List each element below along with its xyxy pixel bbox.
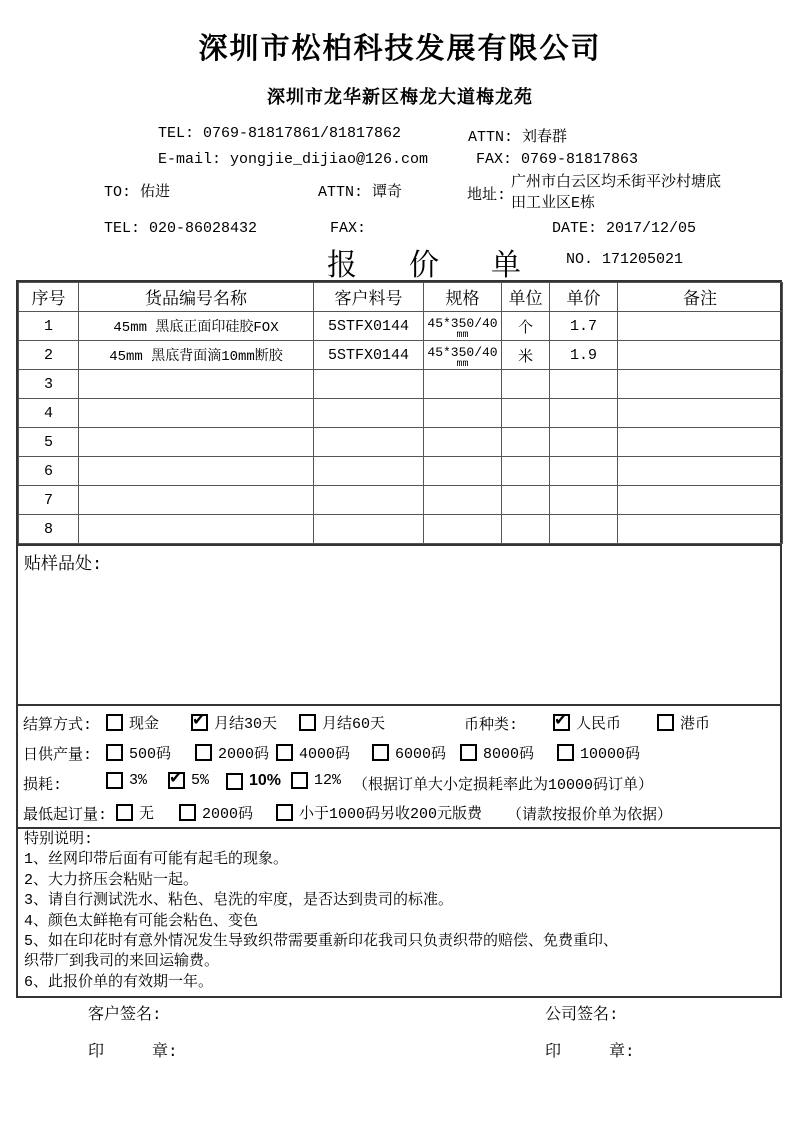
payment-method-label: 结算方式: bbox=[23, 717, 93, 734]
checkbox-icon[interactable] bbox=[106, 714, 123, 731]
checkbox-label: 港币 bbox=[680, 716, 711, 733]
table-row bbox=[19, 312, 783, 341]
cell-spec bbox=[424, 457, 502, 486]
cell-remark bbox=[618, 428, 783, 457]
checkbox-label: 6000码 bbox=[395, 746, 447, 763]
checkbox-option-hkd[interactable] bbox=[657, 712, 710, 733]
cell-spec bbox=[424, 428, 502, 457]
company-signature-label: 公司签名: bbox=[545, 1006, 619, 1024]
cell-spec: 45*350/40 mm bbox=[424, 341, 502, 370]
special-note-line: 3、请自行测试洗水、粘色、皂洗的牢度，是否达到贵司的标准。 bbox=[24, 892, 454, 910]
quote-date: DATE: 2017/12/05 bbox=[552, 220, 697, 237]
special-note-line: 1、丝网印带后面有可能有起毛的现象。 bbox=[24, 851, 289, 869]
checkbox-icon[interactable] bbox=[557, 744, 574, 761]
checkbox-label: 4000码 bbox=[299, 746, 351, 763]
cell-spec: 45*350/40 mm bbox=[424, 312, 502, 341]
header-item-name: 货品编号名称 bbox=[79, 283, 314, 312]
quotation-sheet bbox=[16, 280, 782, 998]
table-row bbox=[19, 457, 783, 486]
cell-item-name: 45mm 黑底背面滴10mm断胶 bbox=[79, 341, 314, 370]
cell-customer-pn bbox=[314, 428, 424, 457]
cell-spec bbox=[424, 515, 502, 544]
payment-method-row bbox=[18, 708, 780, 737]
company-address: 深圳市龙华新区梅龙大道梅龙苑 bbox=[267, 89, 533, 109]
checkbox-label: 人民币 bbox=[576, 716, 622, 733]
supplier-fax: FAX: 0769-81817863 bbox=[476, 151, 639, 168]
cell-customer-pn: 5STFX0144 bbox=[314, 312, 424, 341]
cell-spec bbox=[424, 486, 502, 515]
cell-unit bbox=[502, 399, 550, 428]
header-spec: 规格 bbox=[424, 283, 502, 312]
cell-unit-price bbox=[550, 428, 618, 457]
cell-remark bbox=[618, 341, 783, 370]
checkbox-option-none[interactable] bbox=[116, 802, 154, 823]
cell-seq: 8 bbox=[19, 515, 79, 544]
header-remark: 备注 bbox=[618, 283, 783, 312]
cell-seq: 3 bbox=[19, 370, 79, 399]
checkbox-label: 5% bbox=[191, 772, 210, 789]
header-customer-pn: 客户料号 bbox=[314, 283, 424, 312]
checkbox-option-6000yd[interactable] bbox=[372, 742, 446, 763]
daily-output-label: 日供产量: bbox=[23, 747, 93, 764]
checkbox-label: 10% bbox=[249, 772, 282, 789]
checkbox-label: 月结60天 bbox=[322, 716, 386, 733]
cell-customer-pn: 5STFX0144 bbox=[314, 341, 424, 370]
customer-seal-label: 印 章: bbox=[88, 1043, 178, 1061]
loss-rate-label: 损耗: bbox=[23, 777, 63, 794]
checkbox-option-net30[interactable] bbox=[191, 712, 277, 733]
customer-tel: TEL: 020-86028432 bbox=[104, 220, 258, 237]
checkbox-icon[interactable] bbox=[106, 744, 123, 761]
cell-seq: 4 bbox=[19, 399, 79, 428]
cell-unit-price bbox=[550, 399, 618, 428]
cell-item-name bbox=[79, 399, 314, 428]
cell-remark bbox=[618, 515, 783, 544]
special-note-line: 织带厂到我司的来回运输费。 bbox=[24, 953, 220, 971]
customer-attn: ATTN: 谭奇 bbox=[318, 184, 403, 201]
customer-signature-label: 客户签名: bbox=[88, 1006, 162, 1024]
moq-label: 最低起订量: bbox=[23, 807, 108, 824]
cell-seq: 5 bbox=[19, 428, 79, 457]
checkbox-icon[interactable] bbox=[116, 804, 133, 821]
checkbox-icon[interactable] bbox=[460, 744, 477, 761]
cell-item-name bbox=[79, 515, 314, 544]
checkbox-icon[interactable] bbox=[299, 714, 316, 731]
cell-seq: 2 bbox=[19, 341, 79, 370]
cell-customer-pn bbox=[314, 370, 424, 399]
checkbox-icon[interactable] bbox=[291, 772, 308, 789]
customer-address: 广州市白云区均禾街平沙村塘底田工业区E栋 bbox=[511, 174, 722, 212]
quote-title: 报价单 bbox=[327, 251, 573, 285]
company-seal-label: 印 章: bbox=[545, 1043, 635, 1061]
cell-seq: 1 bbox=[19, 312, 79, 341]
cell-unit bbox=[502, 457, 550, 486]
checkbox-label: 无 bbox=[139, 806, 155, 823]
moq-note: （请款按报价单为依据） bbox=[507, 807, 673, 824]
cell-customer-pn bbox=[314, 515, 424, 544]
customer-address-label: 地址: bbox=[467, 187, 507, 204]
cell-unit-price bbox=[550, 370, 618, 399]
checkbox-label: 月结30天 bbox=[214, 716, 278, 733]
moq-row bbox=[18, 798, 780, 827]
checkbox-icon[interactable] bbox=[276, 744, 293, 761]
customer-to: TO: 佑进 bbox=[104, 184, 171, 201]
checkbox-label: 500码 bbox=[129, 746, 172, 763]
checkbox-option-moq2000[interactable] bbox=[179, 802, 253, 823]
table-row bbox=[19, 486, 783, 515]
supplier-tel: TEL: 0769-81817861/81817862 bbox=[158, 125, 402, 142]
quote-number: NO. 171205021 bbox=[566, 251, 684, 268]
checkbox-icon[interactable] bbox=[372, 744, 389, 761]
cell-spec bbox=[424, 370, 502, 399]
checkbox-option-10pct[interactable] bbox=[226, 772, 281, 790]
checkmark-icon: ✔ bbox=[192, 710, 206, 729]
loss-rate-note: （根据订单大小定损耗率此为10000码订单） bbox=[353, 777, 654, 794]
checkbox-option-8000yd[interactable] bbox=[460, 742, 534, 763]
cell-unit bbox=[502, 370, 550, 399]
cell-unit bbox=[502, 428, 550, 457]
checkbox-label: 12% bbox=[314, 772, 342, 789]
cell-item-name bbox=[79, 370, 314, 399]
cell-spec bbox=[424, 399, 502, 428]
checkbox-label: 现金 bbox=[129, 716, 160, 733]
cell-customer-pn bbox=[314, 457, 424, 486]
supplier-attn: ATTN: 刘春群 bbox=[468, 129, 568, 146]
checkbox-icon[interactable] bbox=[553, 710, 570, 731]
sample-attach-area bbox=[18, 544, 780, 704]
cell-customer-pn bbox=[314, 399, 424, 428]
currency-label: 币种类: bbox=[464, 717, 519, 734]
cell-item-name: 45mm 黑底正面印硅胶FOX bbox=[79, 312, 314, 341]
cell-unit bbox=[502, 486, 550, 515]
cell-seq: 6 bbox=[19, 457, 79, 486]
sample-attach-label: 贴样品处: bbox=[24, 556, 103, 575]
checkbox-label: 3% bbox=[129, 772, 148, 789]
supplier-email: E-mail: yongjie_dijiao@126.com bbox=[158, 151, 429, 168]
cell-remark bbox=[618, 370, 783, 399]
checkbox-icon[interactable] bbox=[657, 714, 674, 731]
cell-unit-price bbox=[550, 515, 618, 544]
checkbox-label: 2000码 bbox=[202, 806, 254, 823]
customer-fax: FAX: bbox=[330, 220, 367, 237]
cell-unit-price: 1.9 bbox=[550, 341, 618, 370]
checkbox-icon[interactable] bbox=[226, 773, 243, 790]
daily-output-row bbox=[18, 738, 780, 767]
cell-customer-pn bbox=[314, 486, 424, 515]
cell-remark bbox=[618, 312, 783, 341]
table-row bbox=[19, 370, 783, 399]
checkbox-option-10000yd[interactable] bbox=[557, 742, 640, 763]
checkbox-icon[interactable] bbox=[191, 710, 208, 731]
checkbox-option-2000yd[interactable] bbox=[195, 742, 269, 763]
cell-unit-price bbox=[550, 457, 618, 486]
checkmark-icon: ✔ bbox=[169, 768, 183, 787]
checkbox-option-under1000[interactable] bbox=[276, 802, 482, 823]
checkbox-label: 2000码 bbox=[218, 746, 270, 763]
table-row bbox=[19, 515, 783, 544]
cell-unit: 个 bbox=[502, 312, 550, 341]
cell-remark bbox=[618, 399, 783, 428]
checkbox-option-cash[interactable] bbox=[106, 712, 159, 733]
table-row bbox=[19, 399, 783, 428]
table-header-row bbox=[19, 283, 783, 312]
loss-rate-row bbox=[18, 768, 780, 797]
header-seq: 序号 bbox=[19, 283, 79, 312]
special-note-line: 5、如在印花时有意外情况发生导致织带需要重新印花我司只负责织带的赔偿、免费重印、 bbox=[24, 933, 619, 951]
checkbox-option-12pct[interactable] bbox=[291, 772, 341, 789]
special-notes-title: 特别说明: bbox=[24, 831, 94, 848]
table-row bbox=[19, 341, 783, 370]
company-name: 深圳市松柏科技发展有限公司 bbox=[198, 34, 602, 67]
items-table bbox=[18, 282, 783, 544]
cell-unit bbox=[502, 515, 550, 544]
checkbox-label: 小于1000码另收200元版费 bbox=[299, 806, 483, 823]
checkbox-label: 10000码 bbox=[580, 746, 641, 763]
cell-unit-price bbox=[550, 486, 618, 515]
cell-unit-price: 1.7 bbox=[550, 312, 618, 341]
checkbox-icon[interactable] bbox=[168, 768, 185, 789]
checkbox-option-4000yd[interactable] bbox=[276, 742, 350, 763]
checkbox-option-5pct[interactable] bbox=[168, 768, 210, 789]
checkbox-option-rmb[interactable] bbox=[553, 712, 621, 733]
cell-remark bbox=[618, 486, 783, 515]
checkbox-option-net60[interactable] bbox=[299, 712, 385, 733]
checkbox-icon[interactable] bbox=[276, 804, 293, 821]
cell-unit: 米 bbox=[502, 341, 550, 370]
special-note-line: 6、此报价单的有效期一年。 bbox=[24, 973, 214, 991]
checkbox-icon[interactable] bbox=[179, 804, 196, 821]
table-row bbox=[19, 428, 783, 457]
checkmark-icon: ✔ bbox=[554, 710, 568, 729]
special-notes-section bbox=[18, 827, 780, 996]
options-section bbox=[18, 704, 780, 827]
checkbox-option-3pct[interactable] bbox=[106, 772, 147, 789]
checkbox-label: 8000码 bbox=[483, 746, 535, 763]
cell-item-name bbox=[79, 457, 314, 486]
checkbox-icon[interactable] bbox=[106, 772, 123, 789]
special-note-line: 2、大力挤压会粘贴一起。 bbox=[24, 871, 199, 889]
special-note-line: 4、颜色太鲜艳有可能会粘色、变色 bbox=[24, 912, 259, 930]
cell-item-name bbox=[79, 428, 314, 457]
cell-item-name bbox=[79, 486, 314, 515]
cell-seq: 7 bbox=[19, 486, 79, 515]
checkbox-option-500yd[interactable] bbox=[106, 742, 171, 763]
cell-remark bbox=[618, 457, 783, 486]
header-unit: 单位 bbox=[502, 283, 550, 312]
checkbox-icon[interactable] bbox=[195, 744, 212, 761]
header-unit-price: 单价 bbox=[550, 283, 618, 312]
